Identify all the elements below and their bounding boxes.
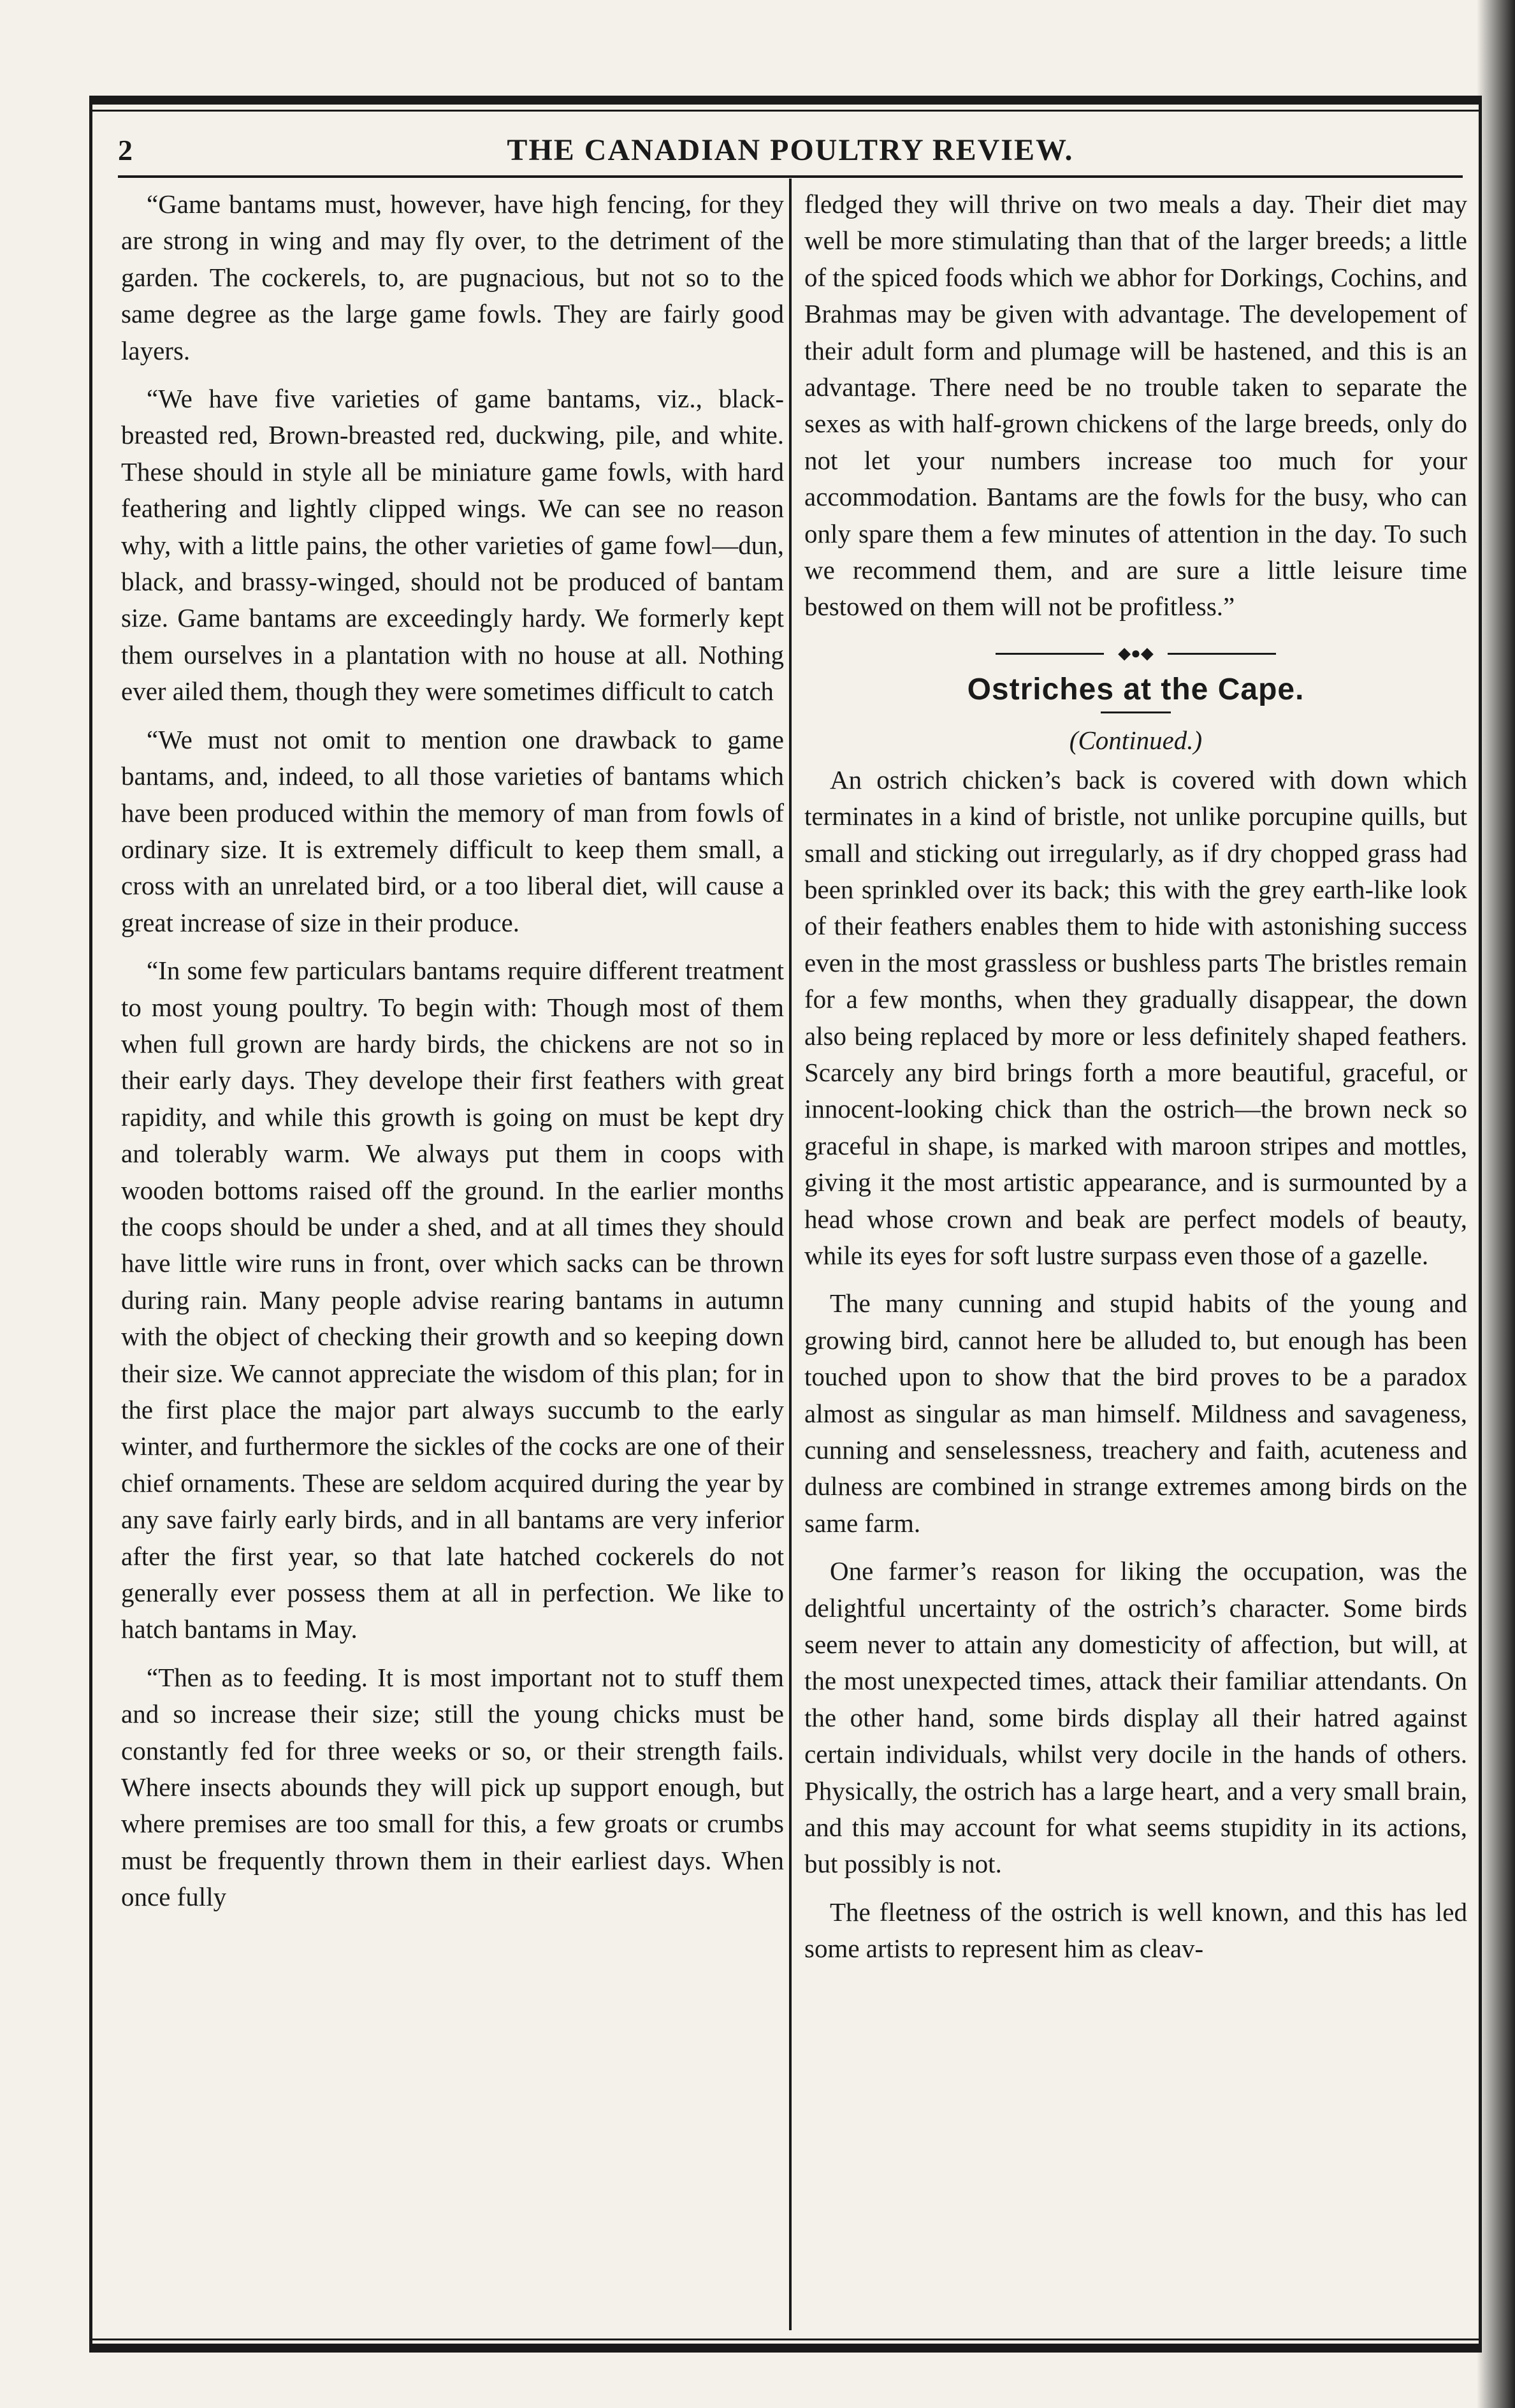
right-column (804, 186, 1467, 1979)
page-number: 2 (118, 133, 133, 166)
top-rule (89, 110, 1482, 112)
column-divider (789, 179, 792, 2330)
continued-paragraph: fledged they will thrive on two meals a day. Their diet may well be more stimulating than that of the larger breeds; a little of the spiced foods which we abhor for Dorkings, Cochins, and Brahmas may be given with advantage. The developement of their adult form and plumage will be hastened, and this is an advantage. There need be no trouble taken to separate the sexes as with half-grown chickens of the large breeds, only do not let your numbers increase too much for your accommodation. Bantams are the fowls for the busy, who can only spare them a few minutes of attention in the day. To such we recommend them, and are sure a little leisure time bestowed on them will not be profitless.” (804, 189, 1467, 622)
continued-label: (Continued.) (1069, 726, 1203, 755)
title-underline (1101, 711, 1171, 713)
ornament-dots-icon: ◆●◆ (1104, 647, 1168, 660)
paragraph: “We must not omit to mention one drawback to game bantams, and, indeed, to all those varieties of bantams which have been produced within the memory of man from fowls of ordinary size. It is extremely difficult to keep them small, a cross with an unrelated bird, or a too liberal diet, will cause a great increase of size in their produce. (121, 724, 784, 937)
page-edge-shadow (1477, 0, 1515, 2408)
paragraph: “In some few particulars bantams require different treatment to most young poultry. To begin with: Though most of them when full grown are hardy birds, the chickens are not so in their early days. They develope their first feathers with great rapidity, and while this growth is going on must be kept dry and tolerably warm. We always put them in coops with wooden bottoms raised off the ground. In the earlier months the coops should be under a shed, and at all times they should have little wire runs in front, over which sacks can be thrown during rain. Many people advise rearing bantams in autumn with the object of checking their growth and so keeping down their size. We cannot appreciate the wisdom of this plan; for in the first place the major part always succumb to the early winter, and furthermore the sickles of the cocks are one of their chief ornaments. These are seldom acquired during the year by any save fairly early birds, and in all bantams are very inferior after the first year, so that late hatched cockerels do not generally ever possess them at all in perfection. We like to hatch bantams in May. (121, 956, 784, 1644)
paragraph: “Game bantams must, however, have high fencing, for they are strong in wing and may fly over, to the detriment of the garden. The cockerels, to, are pugnacious, but not so to the same degree as the large game fowls. They are fairly good layers. (121, 189, 784, 365)
journal-title: THE CANADIAN POULTRY REVIEW. (507, 133, 1074, 167)
section-title: Ostriches at the Cape. (967, 672, 1305, 706)
paragraph: “Then as to feeding. It is most important not to stuff them and so increase their size; still the young chicks must be constantly fed for three weeks or so, or their strength fails. Where insects abounds they will pick up support enough, but where premises are too small for this, a few groats or crumbs must be frequently thrown them in their earliest days. When once fully (121, 1662, 784, 1912)
section-ornament (804, 643, 1467, 662)
paragraph: An ostrich chicken’s back is covered with down which terminates in a kind of bristle, not unlike porcupine quills, but small and sticking out irregularly, as if dry chopped grass had been sprinkled over its back; this with the grey earth-like look of their feathers enables them to hide with astonishing success even in the most grassless or bushless parts The bristles remain for a few months, when they gradually disappear, the down also being replaced by more or less definitely shaped feathers. Scarcely any bird brings forth a more beautiful, graceful, or innocent-looking chick than the ostrich—the brown neck so graceful in shape, is marked with maroon stripes and mottles, giving it the most artistic appearance, and is surmounted by a head whose crown and beak are perfect models of beauty, while its eyes for soft lustre surpass even those of a gazelle. (804, 764, 1467, 1270)
left-column (121, 186, 784, 1927)
paragraph: “We have five varieties of game bantams, viz., black-breasted red, Brown-breasted red, duckwing, pile, and white. These should in style all be miniature game fowls, with hard feathering and lightly clipped wings. We can see no reason why, with a little pains, the other varieties of game fowl—dun, black, and brassy-winged, should not be produced of bantam size. Game bantams are exceedingly hardy. We formerly kept them ourselves in a plantation with no house at all. Nothing ever ailed them, though they were sometimes difficult to catch (121, 384, 784, 706)
paragraph: One farmer’s reason for liking the occupation, was the delightful uncertainty of the ostrich’s character. Some birds seem never to attain any domesticity of affection, but will, at the most unexpected times, attack their familiar attendants. On the other hand, some birds display all their hatred against certain individuals, whilst very docile in the hands of others. Physically, the ostrich has a large heart, and a very small brain, and this may account for what seems stupidity in its actions, but possibly is not. (804, 1556, 1467, 1879)
paragraph: The many cunning and stupid habits of the young and growing bird, cannot here be alluded to, but enough has been touched upon to show that the bird proves to be a paradox almost as singular as man himself. Mildness and savageness, cunning and senselessness, treachery and faith, acuteness and dulness are combined in strange extremes among birds on the same farm. (804, 1288, 1467, 1538)
paragraph: The fleetness of the ostrich is well known, and this has led some artists to represent him as cleav- (804, 1897, 1467, 1964)
bottom-rule (89, 2339, 1482, 2340)
page-header (118, 124, 1463, 178)
